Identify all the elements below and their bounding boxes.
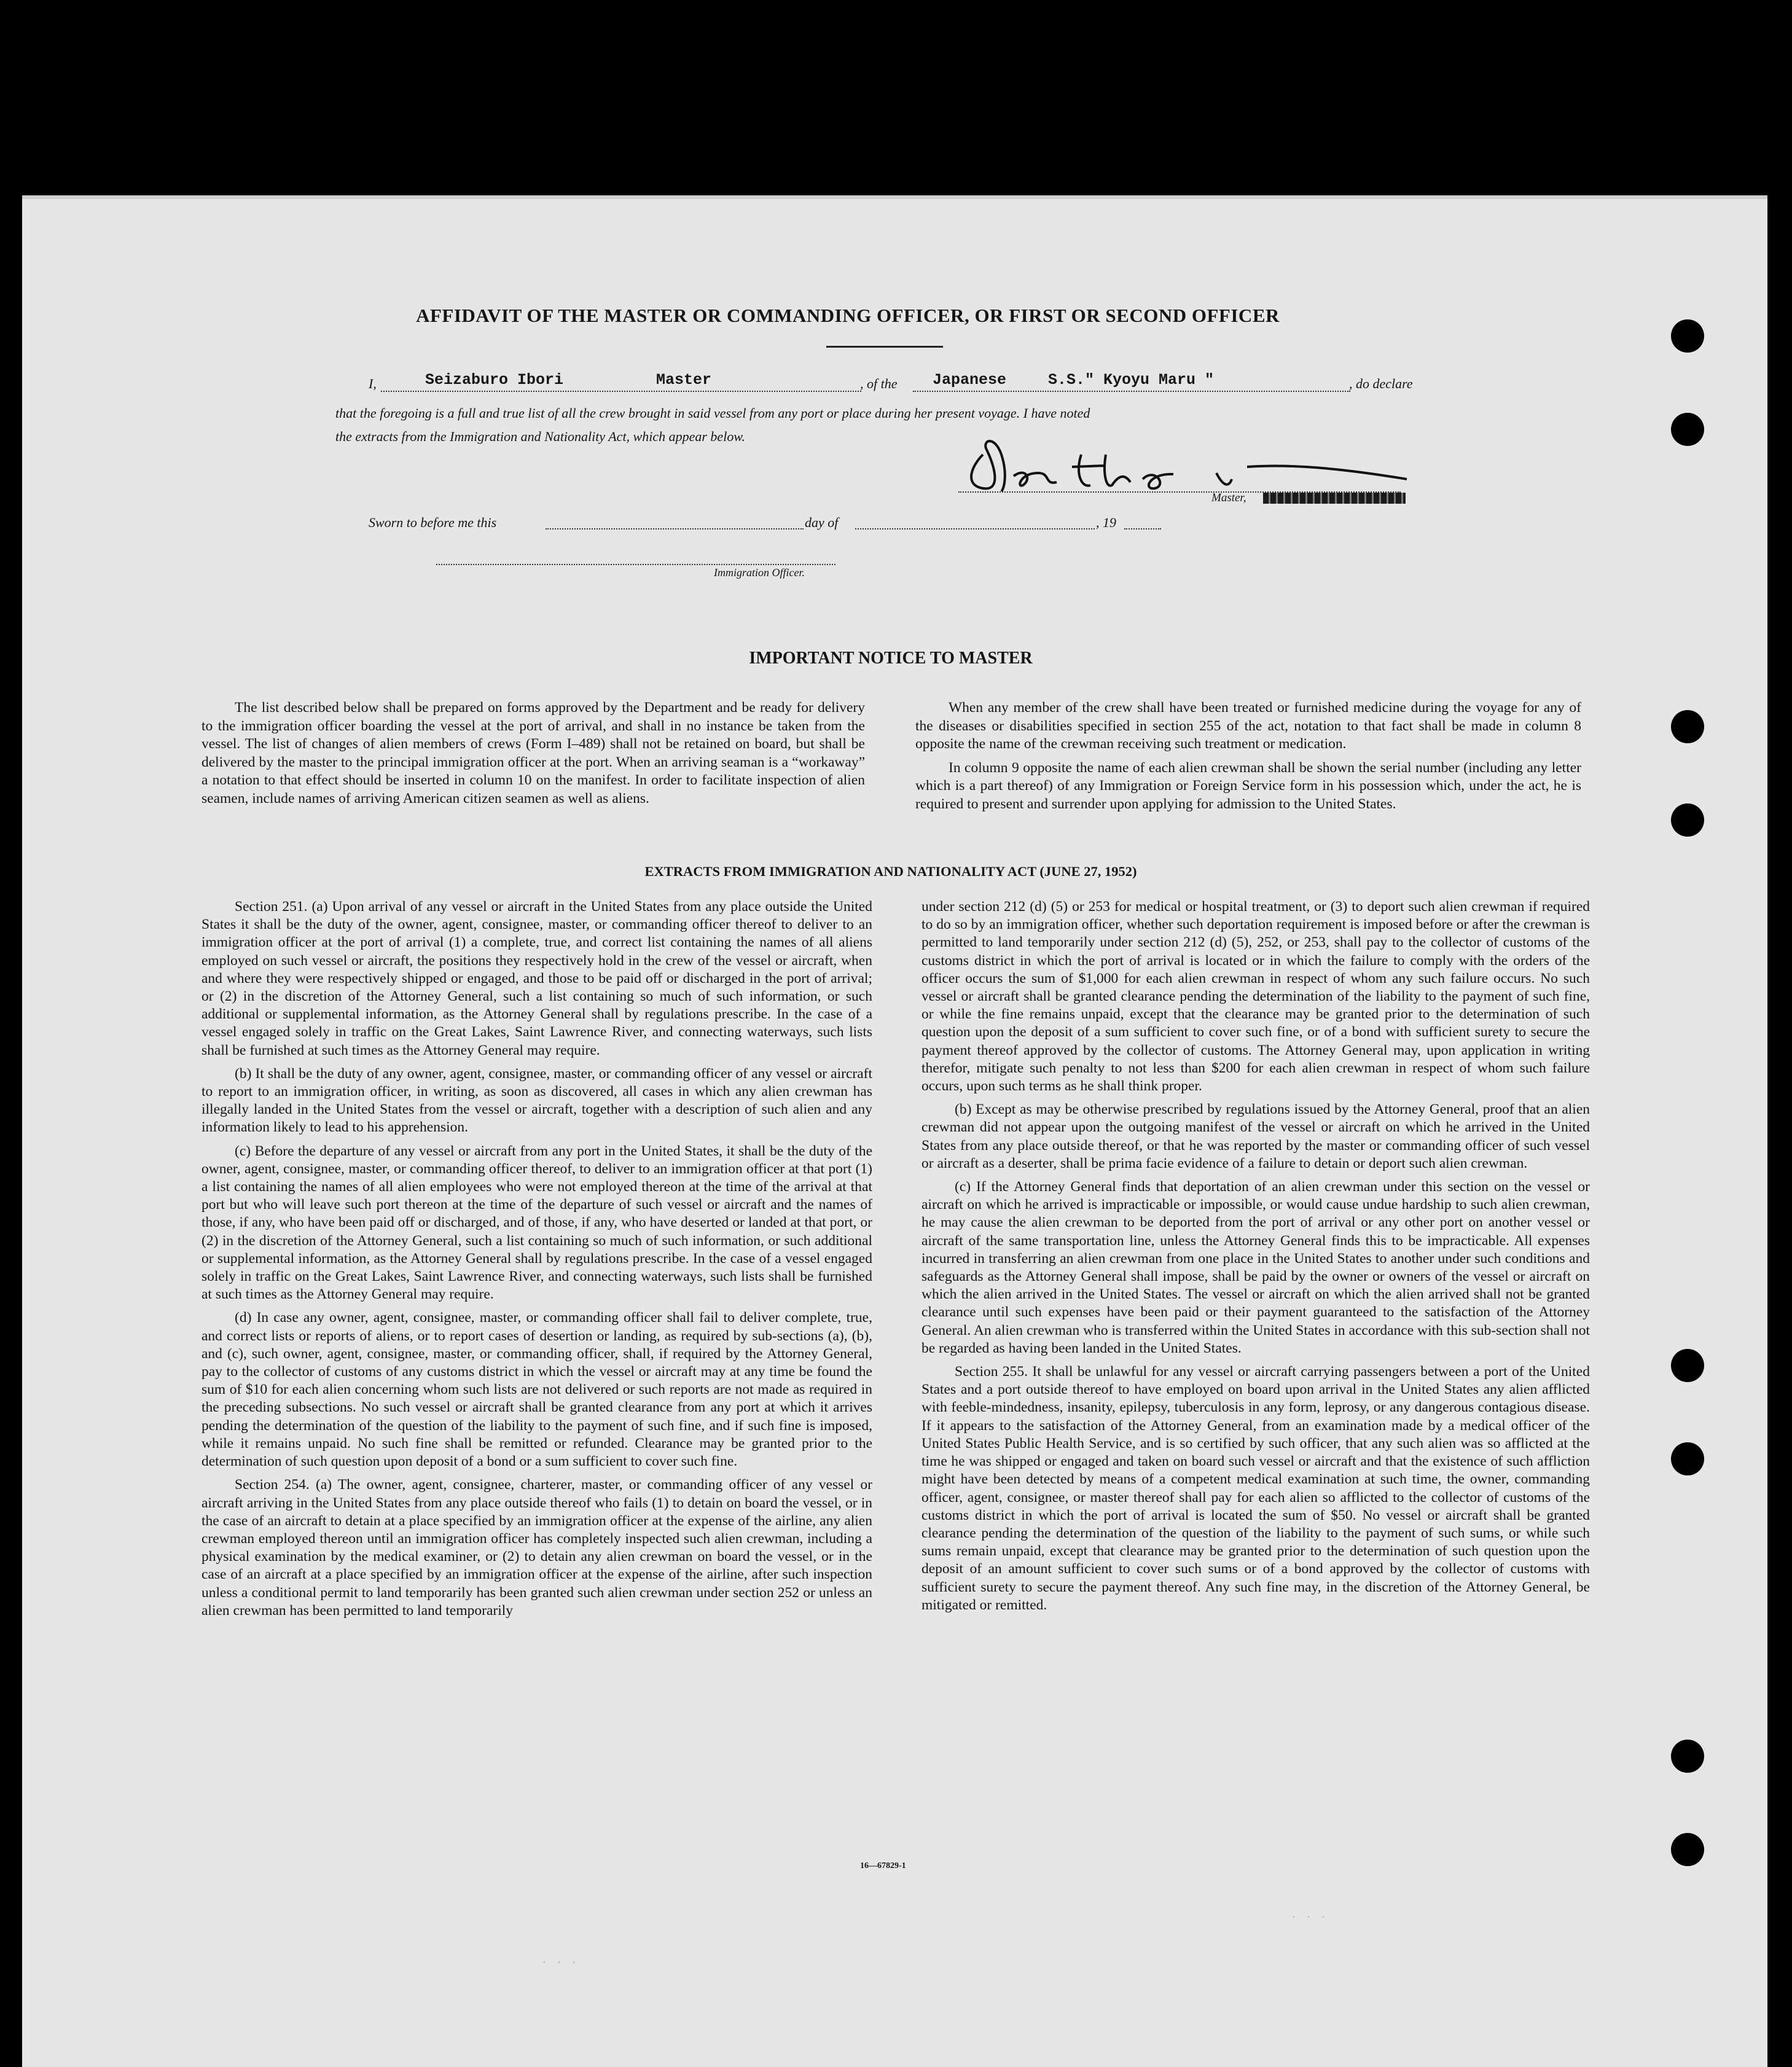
section-paragraph: (b) Except as may be otherwise prescribed by regulations issued by the Attorney General, proof that an alien crewman did not appear upon the outgoing manifest of the vessel or aircraft on which he arrived in the United States from any place outside thereof, or that he was reported by the master or commanding officer of such vessel or aircraft as a deserter, shall be prima facie evidence of a failure to detain or deport such alien crewman. xyxy=(921,1101,1590,1171)
notice-paragraph: In column 9 opposite the name of each alien crewman shall be shown the serial number (including any letter which is a part thereof) of any Immigration or Foreign Service form in his possession which, under the act, he is required to present and surrender upon applying for admission to the United States. xyxy=(915,759,1581,812)
extracts-right-column xyxy=(921,898,1590,1620)
section-paragraph: (d) In case any owner, agent, consignee, master, or commanding officer shall fail to deliver complete, true, and correct lists or reports of aliens, or to report cases of desertion or landing, as required by sub-sections (a), (b), and (c), such owner, agent, consignee, master, or commanding officer, shall, if required by the Attorney General, pay to the collector of customs of any customs district in which the vessel or aircraft may at any time be found the sum of $10 for each alien concerning whom such lists are not delivered or such reports are not made as required in the preceding subsections. No such vessel or aircraft shall be granted clearance from any port at which it arrives pending the determination of the question of the liability to the payment of such fine, and if such fine is imposed, while it remains unpaid. No such fine shall be remitted or refunded. Clearance may be granted prior to the determination of such question upon deposit of a bond or a sum sufficient to cover such fine. xyxy=(202,1310,872,1470)
master-signature xyxy=(958,430,1425,498)
notice-paragraph: When any member of the crew shall have been treated or furnished medicine during the voyage for any of the diseases or disabilities specified in section 255 of the act, notation to that fact shall be made in column 8 opposite the name of the crewman receiving such treatment or medication. xyxy=(915,700,1581,752)
section-paragraph: Section 254. (a) The owner, agent, consignee, charterer, master, or commanding officer of any vessel or aircraft arriving in the United States from any place outside thereof who fails (1) to detain on board the vessel, or in the case of an aircraft to detain at a place specified by an immigration officer at the expense of the airline, any alien crewman employed thereon until an immigration officer has completely inspected such alien crewman, including a physical examination by the medical examiner, or (2) to detain any alien crewman on board the vessel, or in the case of an aircraft at a place specified by an immigration officer at the expense of the airline, after such inspection unless a conditional permit to land temporarily has been granted such alien crewman under section 252 or unless an alien crewman has been permitted to land temporarily xyxy=(202,1477,872,1619)
vessel-nationality: Japanese xyxy=(933,371,1007,389)
punch-hole xyxy=(1671,1442,1704,1475)
bleed-through-mark: . . . xyxy=(541,1953,578,1967)
sworn-year: , 19 xyxy=(1096,515,1116,530)
sworn-month-line xyxy=(855,528,1095,529)
sworn-day-of: day of xyxy=(805,515,839,530)
notice-left-column xyxy=(202,699,865,813)
sworn-year-line xyxy=(1124,528,1161,529)
struck-through-text xyxy=(1263,493,1406,504)
punch-hole xyxy=(1671,1349,1704,1382)
punch-hole xyxy=(1671,413,1704,446)
form-number: 16—67829-1 xyxy=(860,1861,906,1870)
notice-paragraph: The list described below shall be prepared on forms approved by the Department and be ready for delivery to the immigration officer boarding the vessel at the port of arrival, and shall in no instance be taken from the vessel. The list of changes of alien members of crews (Form I–489) shall not be retained on board, but shall be delivered by the master to the principal immigration officer at the port. When an arriving seaman is a “workaway” a notation to that effect should be inserted in column 10 on the manifest. In order to facilitate inspection of alien seamen, include names of arriving American citizen seamen as well as aliens. xyxy=(202,700,865,807)
affidavit-heading: AFFIDAVIT OF THE MASTER OR COMMANDING OFFICER, OR FIRST OR SECOND OFFICER xyxy=(416,305,1280,326)
sworn-prefix: Sworn to before me this xyxy=(369,515,497,530)
do-declare-label: , do declare xyxy=(1349,376,1413,391)
section-paragraph: (b) It shall be the duty of any owner, agent, consignee, master, or commanding officer of any vessel or aircraft to report to an immigration officer, in writing, as soon as discovered, all cases in which any alien crewman has illegally landed in the United States from the vessel or aircraft, together with a description of such alien and any information likely to lead to his apprehension. xyxy=(202,1065,872,1136)
officer-label: Immigration Officer. xyxy=(714,566,805,579)
section-paragraph: under section 212 (d) (5) or 253 for medical or hospital treatment, or (3) to deport such alien crewman if required to do so by an immigration officer, whether such deportation requirement is imposed before or after the crewman is permitted to land temporarily under section 212 (d) (5), 252, or 253, shall pay to the collector of customs of the customs district in which the port of arrival is located or in which the failure to comply with the orders of the officer occurs the sum of $1,000 for each alien crewman in respect of whom any such failure occurs. No such vessel or aircraft shall be granted clearance pending the determination of the liability to the payment of such fine, or while the fine remains unpaid, except that the clearance may be granted prior to the determination of such question upon the deposit of a sum sufficient to cover such fine, or of a bond with sufficient surety to secure the payment thereof approved by the collector of customs. The Attorney General may, upon application in writing therefor, mitigate such penalty to not less than $200 for each alien crewman in respect of whom such failure occurs, upon such terms as he shall think proper. xyxy=(921,899,1590,1095)
master-title-label: Master, xyxy=(1211,491,1246,504)
punch-hole xyxy=(1671,1833,1704,1866)
heading-rule xyxy=(826,346,943,348)
declaration-line-3: the extracts from the Immigration and Nationality Act, which appear below. xyxy=(335,429,745,444)
officer-signature-line xyxy=(436,564,835,565)
extracts-title: EXTRACTS FROM IMMIGRATION AND NATIONALITY ACT (JUNE 27, 1952) xyxy=(644,864,1137,879)
master-name: Seizaburo Ibori xyxy=(425,371,564,389)
declaration-i: I, xyxy=(369,376,377,391)
sworn-day-line xyxy=(546,528,804,529)
vessel-underline xyxy=(913,391,1350,392)
bleed-through-mark: · · · xyxy=(1290,1910,1328,1924)
name-underline xyxy=(381,391,861,392)
punch-hole xyxy=(1671,803,1704,837)
punch-hole xyxy=(1671,710,1704,743)
extracts-left-column xyxy=(202,898,872,1625)
notice-title: IMPORTANT NOTICE TO MASTER xyxy=(749,649,1033,668)
section-paragraph: (c) Before the departure of any vessel or aircraft from any port in the United States, it shall be the duty of the owner, agent, consignee, master, or commanding officer thereof, to deliver to an immigration officer at that port (1) a list containing the names of all alien employees who were not employed thereon at the time of the arrival at that port but who will leave such port thereon at the time of the departure of such vessel or aircraft and the names of those, if any, who have been paid off or discharged, and of those, if any, who have deserted or landed at that port, or (2) in the discretion of the Attorney General, such a list containing so much of such information, or such additional or supplemental information, as the Attorney General shall by regulations prescribe. In the case of a vessel engaged solely in traffic on the Great Lakes, Saint Lawrence River, and connecting waterways, such lists shall be furnished at such times as the Attorney General may require. xyxy=(202,1143,872,1303)
section-paragraph: Section 251. (a) Upon arrival of any vessel or aircraft in the United States from any place outside the United States it shall be the duty of the owner, agent, consignee, master, or commanding officer thereof to deliver to an immigration officer at the port of arrival (1) a complete, true, and correct list containing the names of all aliens employed on such vessel or aircraft, the positions they respectively hold in the crew of the vessel or aircraft, when and where they were respectively shipped or engaged, and those to be paid off or discharged in the port of arrival; or (2) in the discretion of the Attorney General, such a list containing so much of such information, or such additional or supplemental information, as the Attorney General shall by regulations prescribe. In the case of a vessel engaged solely in traffic on the Great Lakes, Saint Lawrence River, and connecting waterways, such lists shall be furnished at such times as the Attorney General may require. xyxy=(202,899,872,1058)
section-paragraph: (c) If the Attorney General finds that deportation of an alien crewman under this section on the vessel or aircraft on which he arrived is impracticable or impossible, or would cause undue hardship to such alien crewman, he may cause the alien crewman to be deported from the port of arrival or any other port on another vessel or aircraft of the same transportation line, unless the Attorney General finds this to be impracticable. All expenses incurred in transferring an alien crewman from one place in the United States to another under such conditions and safeguards as the Attorney General shall impose, shall be paid by the owner or owners of the vessel or aircraft on which the alien arrived in the United States. The vessel or aircraft on which the alien arrived shall not be granted clearance until such expenses have been paid or their payment guaranteed to the satisfaction of the Attorney General. An alien crewman who is transferred within the United States in accordance with this sub-section shall not be regarded as having been landed in the United States. xyxy=(921,1179,1590,1356)
section-paragraph: Section 255. It shall be unlawful for any vessel or aircraft carrying passengers between a port of the United States and a port outside thereof to have employed on board upon arrival in the United States any alien afflicted with feeble-mindedness, insanity, epilepsy, tuberculosis in any form, leprosy, or any dangerous contagious disease. If it appears to the satisfaction of the Attorney General, from an examination made by a medical officer of the United States Public Health Service, and is so certified by such officer, that any such alien was so afflicted at the time he was shipped or engaged and taken on board such vessel or aircraft and that the existence of such affliction might have been detected by means of a competent medical examination at such time, the owner, commanding officer, agent, consignee, or master thereof shall pay for each alien so afflicted to the collector of customs of the customs district in which the port of arrival is located the sum of $50. No vessel or aircraft shall be granted clearance pending the determination of the question of the liability to the payment of such sums, or while such sums remain unpaid, except that clearance may be granted prior to the determination of such question upon the deposit of an amount sufficient to cover such sums or of a bond approved by the collector of customs with sufficient surety to secure the payment thereof. Any such fine may, in the discretion of the Attorney General, be mitigated or remitted. xyxy=(921,1364,1590,1613)
punch-hole xyxy=(1671,1740,1704,1773)
vessel-name: S.S." Kyoyu Maru " xyxy=(1048,371,1215,389)
notice-right-column xyxy=(915,699,1581,819)
declaration-line-2: that the foregoing is a full and true list of all the crew brought in said vessel from any port or place during her present voyage. I have noted xyxy=(335,405,1090,421)
punch-hole xyxy=(1671,319,1704,353)
master-rank: Master xyxy=(656,371,712,389)
of-the-label: , of the xyxy=(860,376,898,391)
